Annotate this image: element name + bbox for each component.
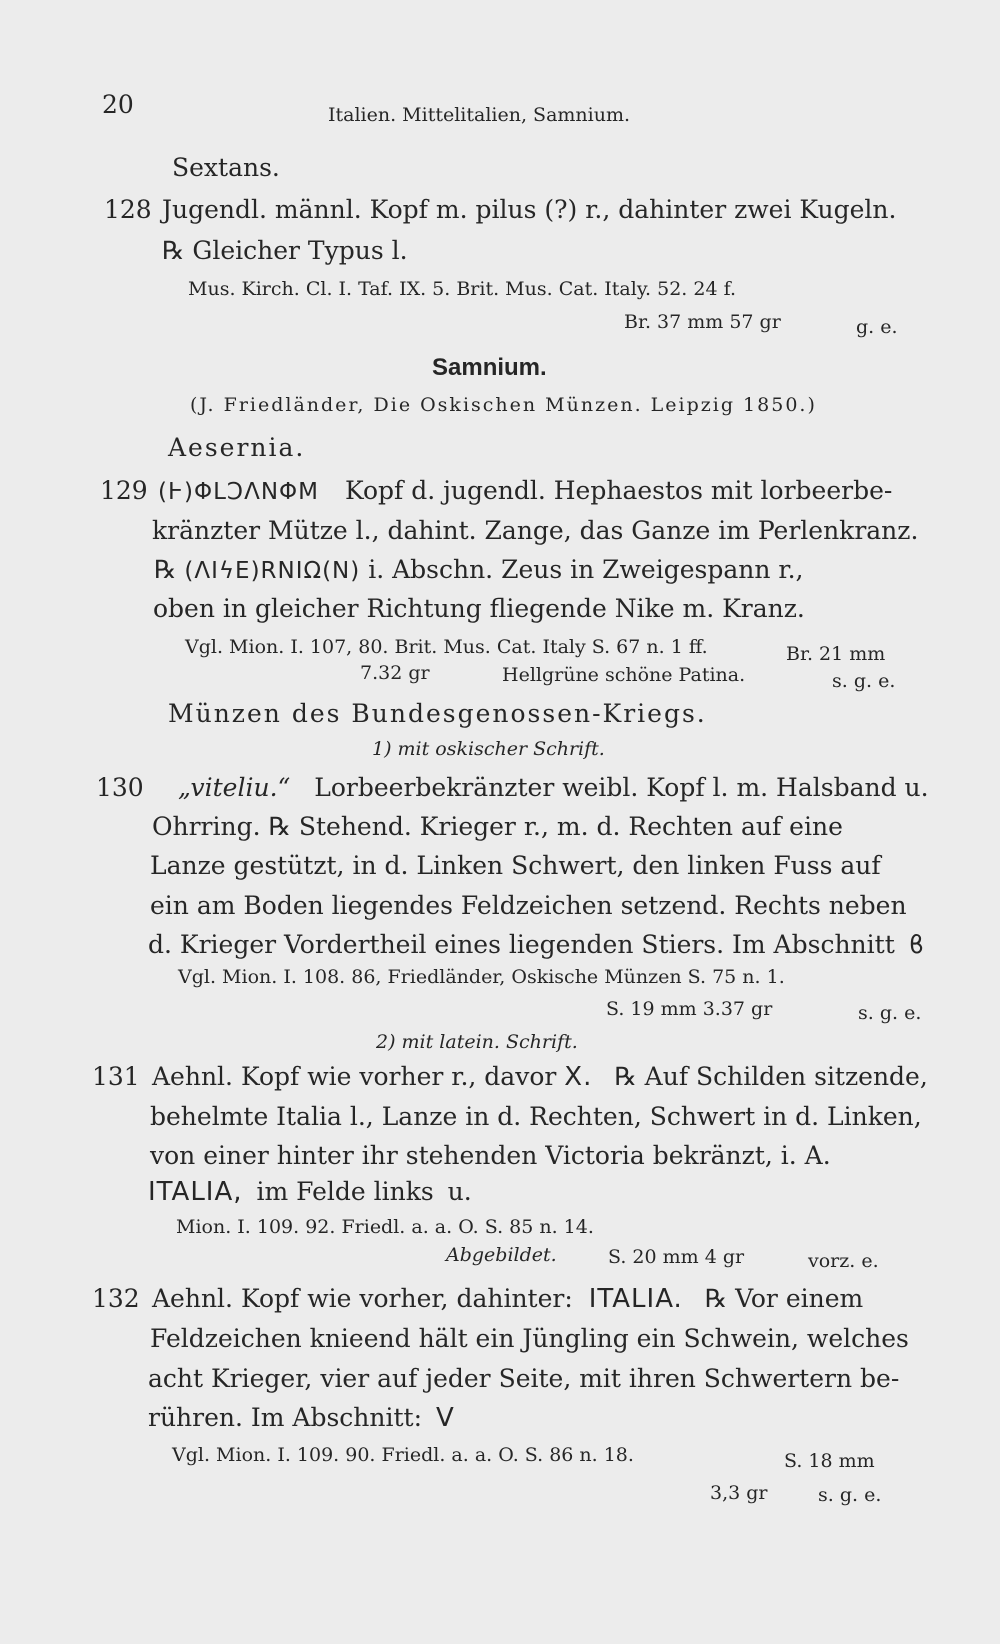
entry-131-line-1 — [92, 1064, 928, 1090]
entry-128-line-2: ℞ Gleicher Typus l. — [162, 236, 408, 265]
entry-130-line-1 — [96, 775, 929, 800]
subsection-oscan: 1) mit oskischer Schrift. — [372, 738, 605, 760]
oscan-legend: (ΛIϟE)RNIΩ(N) — [184, 558, 361, 584]
entry-text: ℞ Auf Schilden sitzende, — [614, 1062, 928, 1091]
entry-131-reference: Mion. I. 109. 92. Friedl. a. a. O. S. 85 n. 14. — [176, 1216, 594, 1238]
entry-text: d. Krieger Vordertheil eines liegenden Stiers. Im Abschnitt — [148, 930, 895, 959]
entry-129-reference: Vgl. Mion. I. 107, 80. Brit. Mus. Cat. Italy S. 67 n. 1 ff. — [185, 636, 708, 658]
entry-text: Aehnl. Kopf wie vorher r., davor — [152, 1062, 557, 1091]
war-heading: Münzen des Bundesgenossen-Kriegs. — [168, 699, 707, 728]
entry-129-patina: Hellgrüne schöne Patina. — [502, 664, 746, 686]
entry-132-line-1 — [92, 1286, 863, 1312]
entry-131-line-2: behelmte Italia l., Lanze in d. Rechten, Schwert in d. Linken, — [150, 1102, 922, 1131]
entry-132-weight: 3,3 gr — [710, 1482, 768, 1504]
entry-129-line-2: kränzter Mütze l., dahint. Zange, das Ganze im Perlenkranz. — [152, 516, 919, 545]
entry-128-line-1 — [104, 197, 896, 222]
page-number: 20 — [102, 90, 134, 119]
entry-130-grade: s. g. e. — [858, 1002, 922, 1024]
entry-130-line-4: ein am Boden liegendes Feldzeichen setzend. Rechts neben — [150, 891, 907, 920]
entry-text: i. Abschn. Zeus in Zweigespann r., — [368, 555, 804, 584]
entry-text: im Felde links — [256, 1177, 434, 1206]
entry-129-grade: s. g. e. — [832, 670, 896, 692]
exergue-mark: ϐ — [908, 930, 925, 959]
latin-legend: ITALIA. — [588, 1284, 683, 1314]
entry-130-line-5 — [148, 932, 924, 957]
entry-129-line-1 — [100, 478, 892, 504]
entry-130-line-3: Lanze gestützt, in d. Linken Schwert, den linken Fuss auf — [150, 851, 881, 880]
entry-129-line-4: oben in gleicher Richtung fliegende Nike m. Kranz. — [153, 594, 805, 623]
entry-131-grade: vorz. e. — [808, 1250, 879, 1272]
entry-text: Aehnl. Kopf wie vorher, dahinter: — [152, 1284, 573, 1313]
reverse-symbol: ℞ — [154, 555, 177, 584]
entry-text: Lorbeerbekränzter weibl. Kopf l. m. Halsband u. — [314, 773, 929, 802]
latin-legend: ITALIA, — [148, 1177, 243, 1207]
entry-129-line-3 — [154, 557, 804, 583]
entry-132-reference: Vgl. Mion. I. 109. 90. Friedl. a. a. O. S. 86 n. 18. — [172, 1444, 634, 1466]
samnium-heading: Samnium. — [432, 354, 547, 381]
entry-132-line-4 — [148, 1405, 455, 1431]
entry-128-size: Br. 37 mm 57 gr — [624, 311, 781, 333]
mark-x: X. — [564, 1062, 593, 1092]
entry-number: 132 — [92, 1284, 140, 1313]
entry-number: 128 — [104, 195, 152, 224]
entry-131-illustrated: Abgebildet. — [446, 1244, 557, 1266]
samnium-reference: (J. Friedländer, Die Oskischen Münzen. Leipzig 1850.) — [190, 394, 817, 416]
running-head: Italien. Mittelitalien, Samnium. — [328, 104, 631, 126]
entry-131-line-4 — [148, 1179, 472, 1205]
entry-132-line-2: Feldzeichen knieend hält ein Jüngling ein Schwein, welches — [150, 1324, 909, 1353]
entry-number: 129 — [100, 476, 148, 505]
entry-128-grade: g. e. — [856, 316, 898, 338]
sextans-heading: Sextans. — [172, 153, 280, 182]
legend: „viteliu.“ — [178, 773, 291, 802]
aesernia-heading: Aesernia. — [168, 433, 306, 462]
subsection-latin: 2) mit latein. Schrift. — [376, 1031, 578, 1053]
entry-number: 131 — [92, 1062, 140, 1091]
entry-132-line-3: acht Krieger, vier auf jeder Seite, mit ihren Schwertern be- — [148, 1364, 900, 1393]
mark-u: ս. — [447, 1177, 472, 1206]
entry-130-reference: Vgl. Mion. I. 108. 86, Friedländer, Oskische Münzen S. 75 n. 1. — [178, 966, 785, 988]
entry-text: Kopf d. jugendl. Hephaestos mit lorbeerbe- — [344, 476, 893, 505]
entry-130-size: S. 19 mm 3.37 gr — [606, 998, 773, 1020]
entry-132-grade: s. g. e. — [818, 1484, 882, 1506]
entry-128-reference: Mus. Kirch. Cl. I. Taf. IX. 5. Brit. Mus. Cat. Italy. 52. 24 f. — [188, 278, 736, 300]
entry-130-line-2: Ohrring. ℞ Stehend. Krieger r., m. d. Rechten auf eine — [152, 812, 843, 841]
entry-132-size: S. 18 mm — [784, 1450, 875, 1472]
entry-131-size: S. 20 mm 4 gr — [608, 1246, 745, 1268]
entry-number: 130 — [96, 773, 144, 802]
entry-text: rühren. Im Abschnitt: — [148, 1403, 423, 1432]
entry-131-line-3: von einer hinter ihr stehenden Victoria bekränzt, i. A. — [150, 1141, 831, 1170]
oscan-legend: (Ⱶ)ΦLϽΛNΦM — [158, 479, 319, 505]
entry-129-size: Br. 21 mm — [786, 643, 886, 665]
mark-v: V — [435, 1403, 455, 1433]
entry-text: Jugendl. männl. Kopf m. pilus (?) r., dahinter zwei Kugeln. — [162, 195, 897, 224]
entry-text: ℞ Vor einem — [704, 1284, 864, 1313]
entry-129-weight: 7.32 gr — [360, 662, 430, 684]
